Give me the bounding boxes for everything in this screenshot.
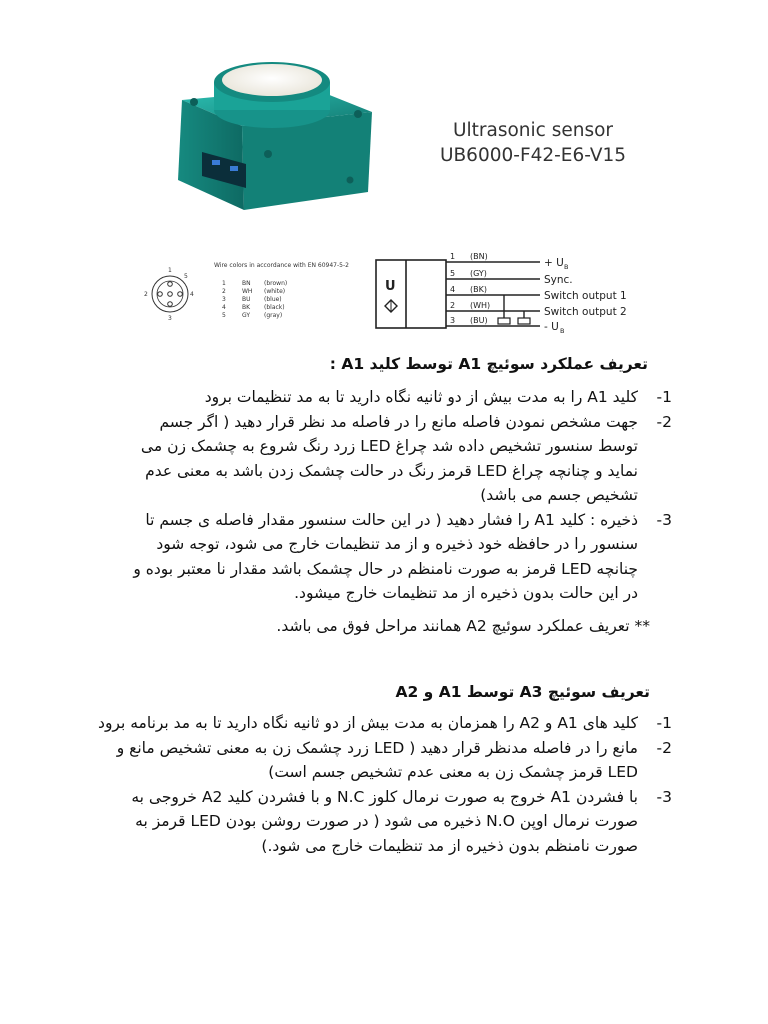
wire-code: (GY) — [470, 269, 487, 278]
table-code: WH — [242, 288, 253, 295]
table-code: BK — [242, 304, 251, 311]
wire-number: 5 — [450, 269, 456, 278]
section1-heading: تعریف عملکرد سوئیچ A1 توسط کلید A1 : — [329, 355, 648, 373]
list-item — [132, 385, 672, 410]
table-color: (blue) — [264, 296, 282, 303]
product-title — [418, 118, 648, 168]
table-pin: 5 — [222, 312, 226, 319]
wire-number: 1 — [450, 252, 456, 261]
list-item — [98, 785, 672, 859]
wire-label: - U — [544, 321, 559, 333]
sensor-photo — [172, 60, 382, 218]
table-color: (gray) — [264, 312, 283, 319]
supply-subscript: B — [564, 263, 569, 271]
supply-subscript: B — [560, 327, 565, 335]
table-color: (white) — [264, 288, 286, 295]
wire-color-note: Wire colors in accordance with EN 60947-5-2 — [214, 262, 349, 269]
table-pin: 1 — [222, 280, 226, 287]
wire-label: + U — [544, 257, 564, 269]
wire-code: (BU) — [470, 316, 488, 325]
title-line-2: UB6000-F42-E6-V15 — [439, 145, 627, 166]
table-code: GY — [242, 312, 251, 319]
table-pin: 2 — [222, 288, 226, 295]
table-pin: 4 — [222, 304, 226, 311]
table-code: BN — [242, 280, 251, 287]
wire-number: 2 — [450, 301, 456, 310]
pin-label: 5 — [184, 273, 188, 280]
wire-number: 3 — [450, 316, 456, 325]
section1-list — [132, 385, 672, 606]
section1-note: ** تعریف عملکرد سوئیچ A2 همانند مراحل فوق می باشد. — [276, 617, 650, 635]
section2-list — [98, 711, 672, 858]
wire-code: (BN) — [470, 252, 488, 261]
list-item — [132, 410, 672, 508]
table-color: (black) — [264, 304, 285, 311]
wire-code: (BK) — [470, 285, 487, 294]
list-item — [98, 711, 672, 736]
list-item — [98, 736, 672, 785]
pin-label: 2 — [144, 291, 148, 298]
list-item — [132, 508, 672, 606]
item-number: -1 — [656, 388, 672, 406]
wire-code: (WH) — [470, 301, 491, 310]
item-number: -2 — [656, 738, 672, 757]
wire-color-table — [214, 262, 349, 319]
connector-pinout — [144, 267, 194, 322]
item-number: -3 — [656, 510, 672, 529]
item-text: کلید های A1 و A2 را همزمان به مدت بیش از دو ثانیه نگاه دارید تا به مد برنامه برود — [98, 714, 638, 732]
wire-label: Switch output 1 — [544, 290, 627, 302]
table-code: BU — [242, 296, 251, 303]
title-line-1: Ultrasonic sensor — [452, 120, 614, 141]
pin-label: 1 — [168, 267, 172, 274]
wiring-diagram — [132, 236, 638, 342]
sensor-schematic — [376, 252, 627, 335]
item-number: -1 — [656, 714, 672, 732]
item-text: کلید A1 را به مدت بیش از دو ثانیه نگاه دارید تا به مد تنظیمات برود — [204, 388, 638, 406]
pin-label: 3 — [168, 315, 172, 322]
item-text: با فشردن A1 خروج به صورت نرمال کلوز N.C و با فشردن کلید A2 خروجی به صورت نرمال اوپن N.O ذخیره می شود ( در صورت روشن بودن LED قرمز به صورت نامنظم بدون ذخیره از مد تنظیمات خارج می شود.) — [131, 787, 638, 855]
wire-number: 4 — [450, 285, 456, 294]
item-number: -3 — [656, 787, 672, 806]
section2-heading: تعریف سوئیچ A3 توسط A1 و A2 — [395, 683, 650, 701]
wire-label: Switch output 2 — [544, 306, 627, 318]
table-color: (brown) — [264, 280, 288, 287]
table-pin: 3 — [222, 296, 226, 303]
pin-label: 4 — [190, 291, 194, 298]
sensor-box-letter: U — [385, 279, 396, 294]
item-text: جهت مشخص نمودن فاصله مانع را در فاصله مد نظر قرار دهید ( اگر جسم توسط سنسور تشخیص داده شد چراغ LED زرد رنگ شروع به چشمک زن می نماید و چنانچه چراغ LED قرمز رنگ در حالت چشمک زدن باشد به معنی عدم تشخیص جسم می باشد) — [140, 412, 638, 504]
wire-label: Sync. — [544, 274, 573, 286]
item-text: مانع را در فاصله مدنظر قرار دهید ( LED زرد چشمک زن به معنی تشخیص مانع و LED قرمز چشمک زن به معنی عدم تشخیص جسم است) — [116, 738, 638, 781]
item-text: ذخیره : کلید A1 را فشار دهید ( در این حالت سنسور مقدار فاصله ی جسم تا سنسور را در حافظه خود ذخیره و از مد تنظیمات خارج می شود، توجه شود چنانچه LED قرمز به صورت نامنظم در حال چشمک باشد مقدار نا معتبر بوده و در این حالت بدون ذخیره از مد تنظیمات خارج میشود. — [133, 510, 638, 602]
item-number: -2 — [656, 412, 672, 431]
